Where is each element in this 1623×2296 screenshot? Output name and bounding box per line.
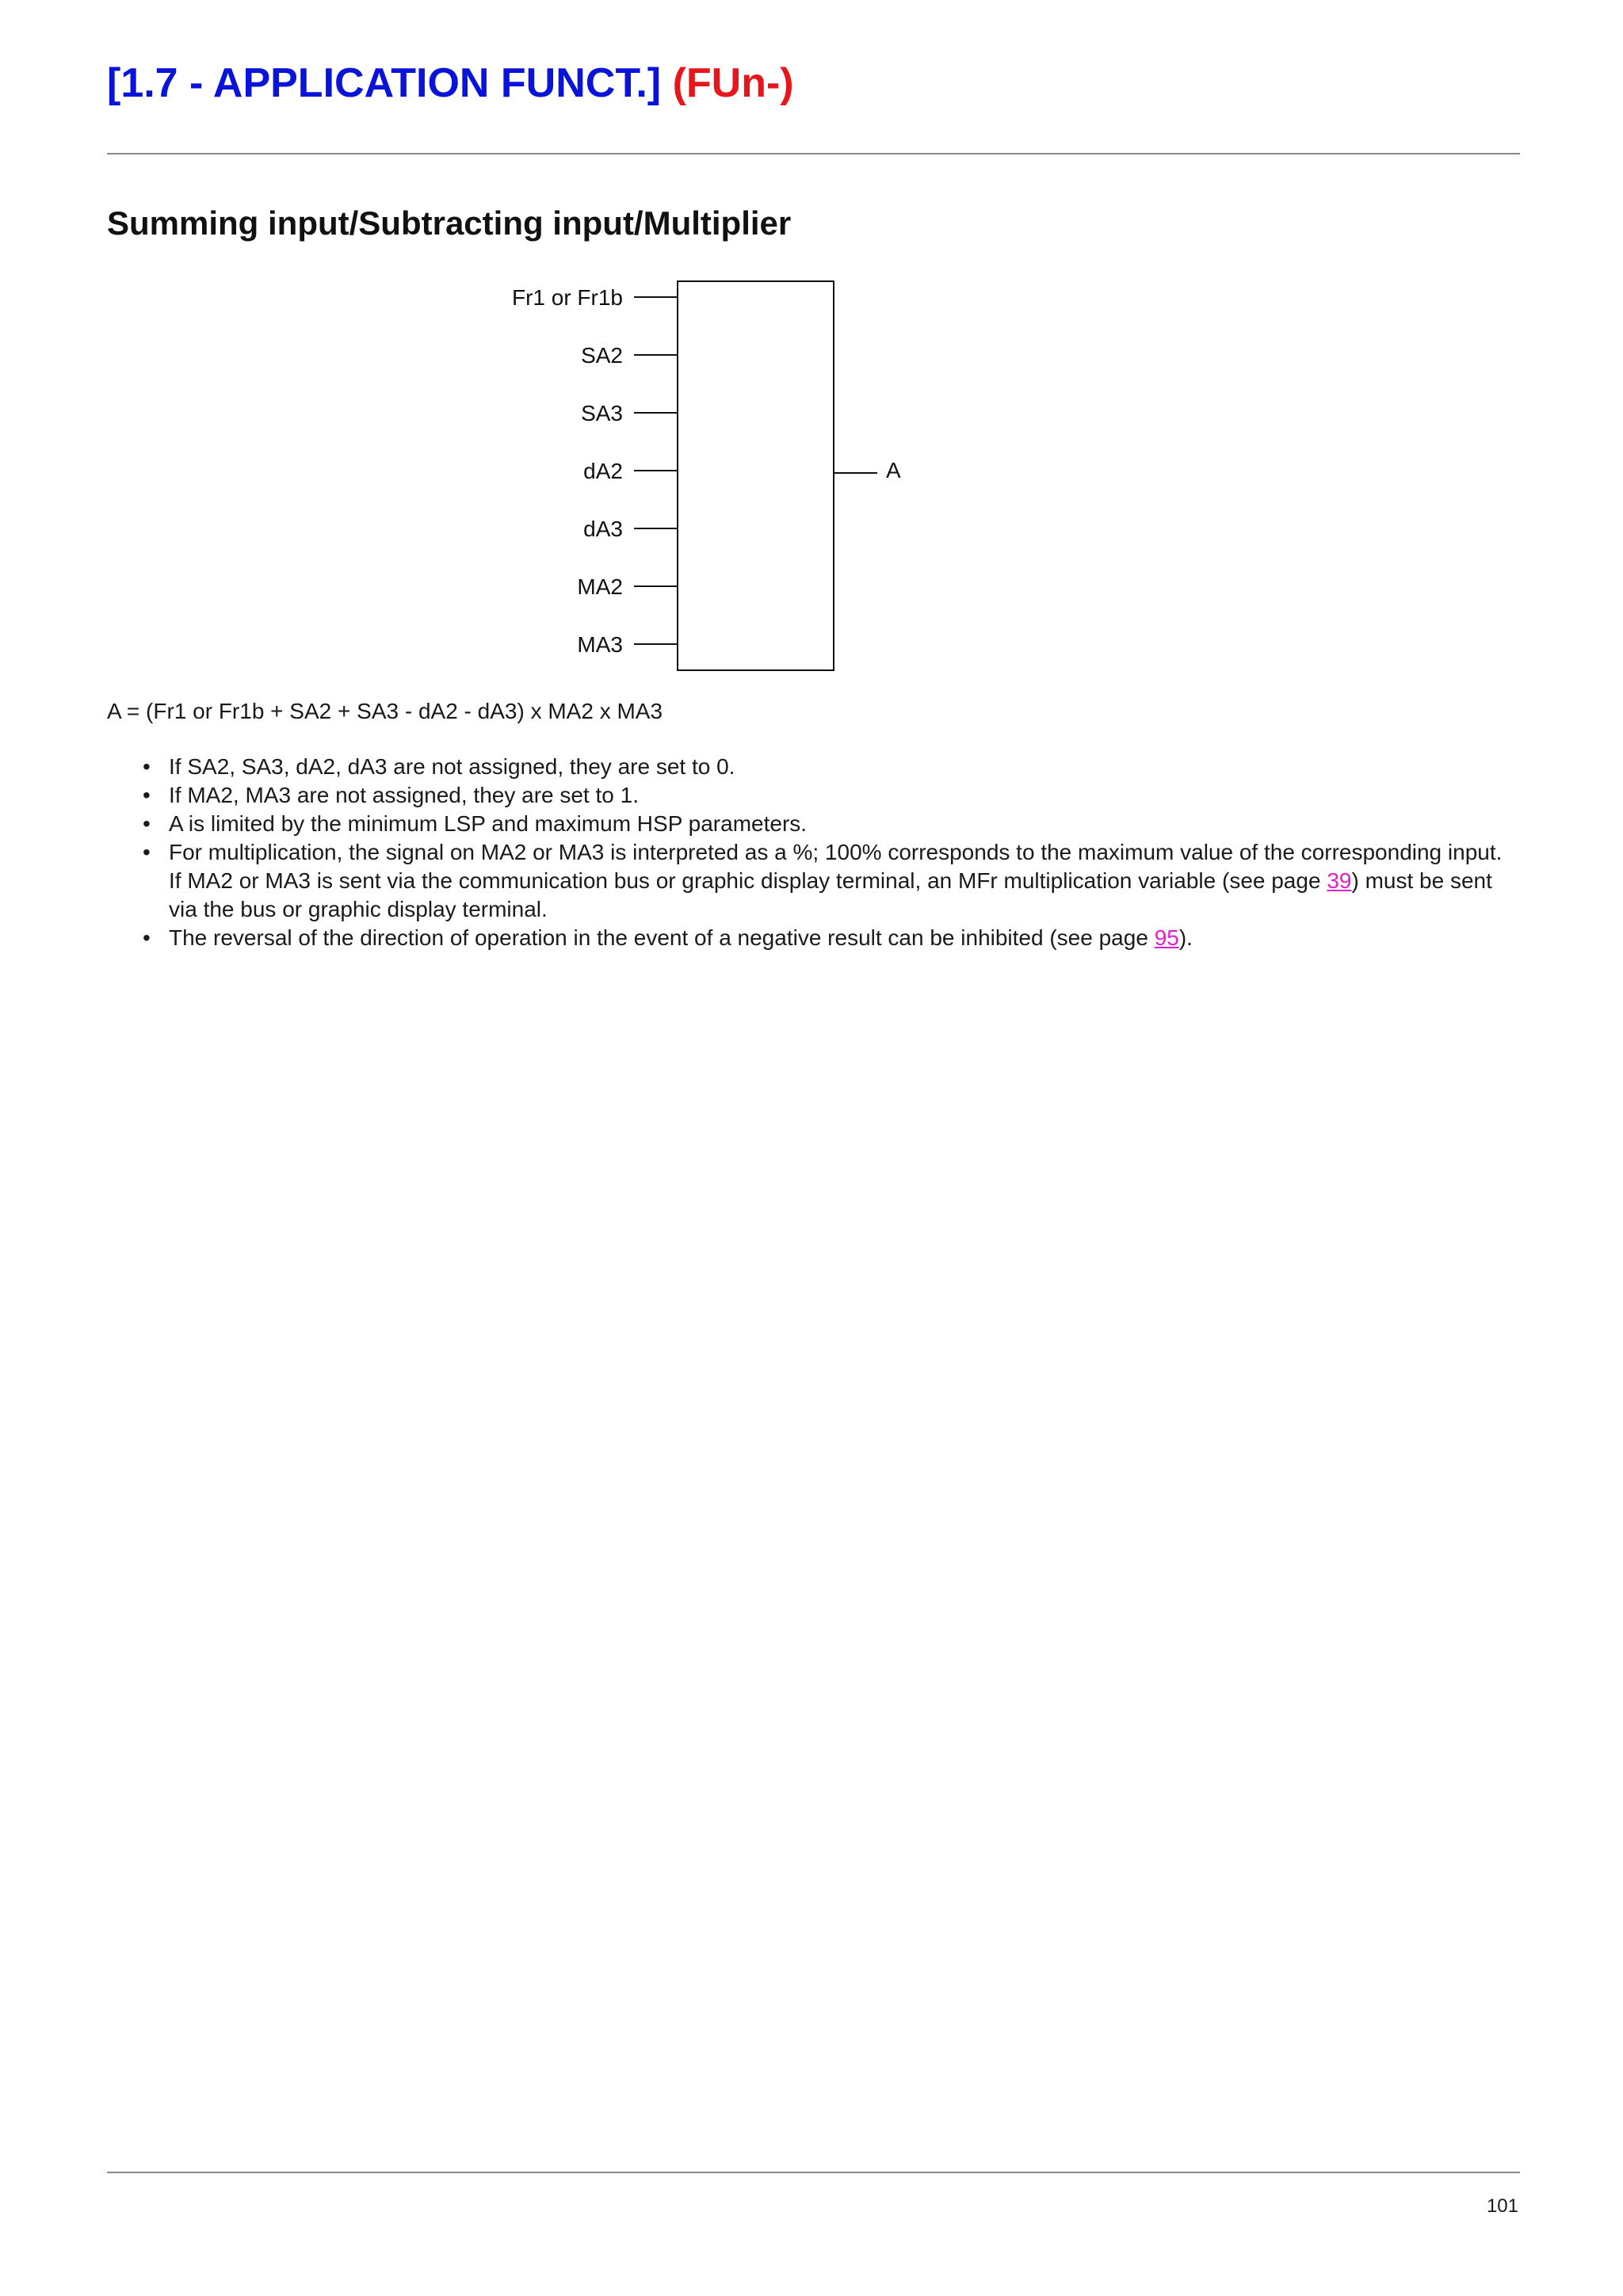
list-item <box>107 838 1520 924</box>
list-item <box>107 753 1520 781</box>
list-item-text: For multiplication, the signal on MA2 or MA3 is interpreted as a %; 100% corresponds to the maximum value of the corresponding input. If MA2 or MA3 is sent via the communication bus or graphic display terminal, an MFr multiplication variable (see page <box>169 840 1503 893</box>
list-item-text: If SA2, SA3, dA2, dA3 are not assigned, they are set to 0. <box>169 754 735 779</box>
bullet-icon: • <box>143 840 151 864</box>
input-label-da2: dA2 <box>583 459 623 483</box>
bullet-icon: • <box>143 811 151 836</box>
list-item-text: A is limited by the minimum LSP and maximum HSP parameters. <box>169 811 808 836</box>
page-link-39[interactable]: 39 <box>1327 868 1352 893</box>
list-item-text: ) must be sent via the bus or graphic display terminal. <box>169 868 1492 921</box>
list-item-text: ). <box>1178 925 1193 950</box>
page-title-code: (FUn-) <box>672 60 794 106</box>
list-item <box>107 924 1520 952</box>
bullet-icon: • <box>143 783 151 807</box>
function-block-diagram <box>0 0 1623 713</box>
formula: A = (Fr1 or Fr1b + SA2 + SA3 - dA2 - dA3) x MA2 x MA3 <box>107 699 663 723</box>
input-label-fr1: Fr1 or Fr1b <box>511 285 623 310</box>
function-block <box>678 281 834 670</box>
list-item-text: The reversal of the direction of operation in the event of a negative result can be inhibited (see page <box>169 925 1155 950</box>
input-label-ma2: MA2 <box>577 574 623 599</box>
page-title-menu: [1.7 - APPLICATION FUNCT.] <box>107 60 662 106</box>
input-label-da3: dA3 <box>583 517 623 541</box>
input-label-ma3: MA3 <box>577 632 623 657</box>
output-label: A <box>886 458 901 482</box>
section-heading: Summing input/Subtracting input/Multiplier <box>107 204 792 242</box>
list-item-text: If MA2, MA3 are not assigned, they are set to 1. <box>169 783 639 807</box>
bullet-icon: • <box>143 925 151 950</box>
footer-divider <box>107 2172 1520 2173</box>
notes-list <box>107 753 1520 952</box>
list-item <box>107 810 1520 838</box>
page-link-95[interactable]: 95 <box>1154 925 1179 950</box>
input-label-sa3: SA3 <box>581 401 623 425</box>
bullet-icon: • <box>143 754 151 779</box>
input-label-sa2: SA2 <box>581 343 623 368</box>
list-item <box>107 781 1520 810</box>
page-number: 101 <box>1486 2195 1518 2217</box>
